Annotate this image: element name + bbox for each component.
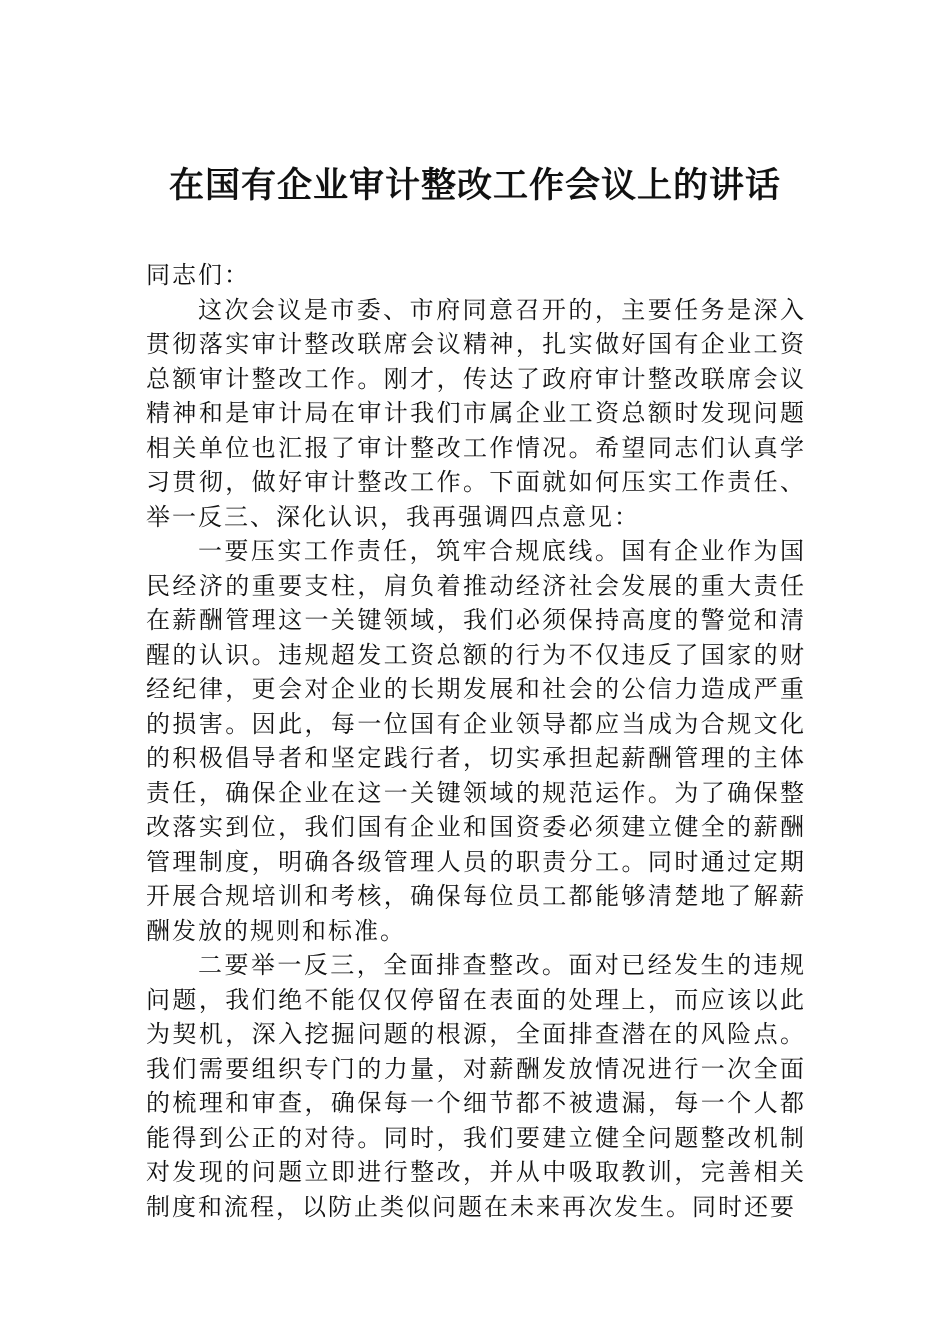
document-body	[146, 258, 806, 1224]
paragraph-1: 这次会议是市委、市府同意召开的，主要任务是深入贯彻落实审计整改联席会议精神，扎实做好国有企业工资总额审计整改工作。刚才，传达了政府审计整改联席会议精神和是审计局在审计我们市属企业工资总额时发现问题相关单位也汇报了审计整改工作情况。希望同志们认真学习贯彻，做好审计整改工作。下面就如何压实工作责任、举一反三、深化认识，我再强调四点意见：	[146, 295, 806, 531]
paragraph-3: 二要举一反三，全面排查整改。面对已经发生的违规问题，我们绝不能仅仅停留在表面的处理上，而应该以此为契机，深入挖掘问题的根源，全面排查潜在的风险点。我们需要组织专门的力量，对薪酬发放情况进行一次全面的梳理和审查，确保每一个细节都不被遗漏，每一个人都能得到公正的对待。同时，我们要建立健全问题整改机制对发现的问题立即进行整改，并从中吸取教训，完善相关制度和流程，以防止类似问题在未来再次发生。同时还要	[146, 951, 806, 1221]
paragraph-2: 一要压实工作责任，筑牢合规底线。国有企业作为国民经济的重要支柱，肩负着推动经济社会发展的重大责任在薪酬管理这一关键领域，我们必须保持高度的警觉和清醒的认识。违规超发工资总额的行为不仅违反了国家的财经纪律，更会对企业的长期发展和社会的公信力造成严重的损害。因此，每一位国有企业领导都应当成为合规文化的积极倡导者和坚定践行者，切实承担起薪酬管理的主体责任，确保企业在这一关键领域的规范运作。为了确保整改落实到位，我们国有企业和国资委必须建立健全的薪酬管理制度，明确各级管理人员的职责分工。同时通过定期开展合规培训和考核，确保每位员工都能够清楚地了解薪酬发放的规则和标准。	[146, 537, 806, 945]
document-title: 在国有企业审计整改工作会议上的讲话	[168, 165, 781, 206]
salutation: 同志们：	[146, 261, 250, 289]
